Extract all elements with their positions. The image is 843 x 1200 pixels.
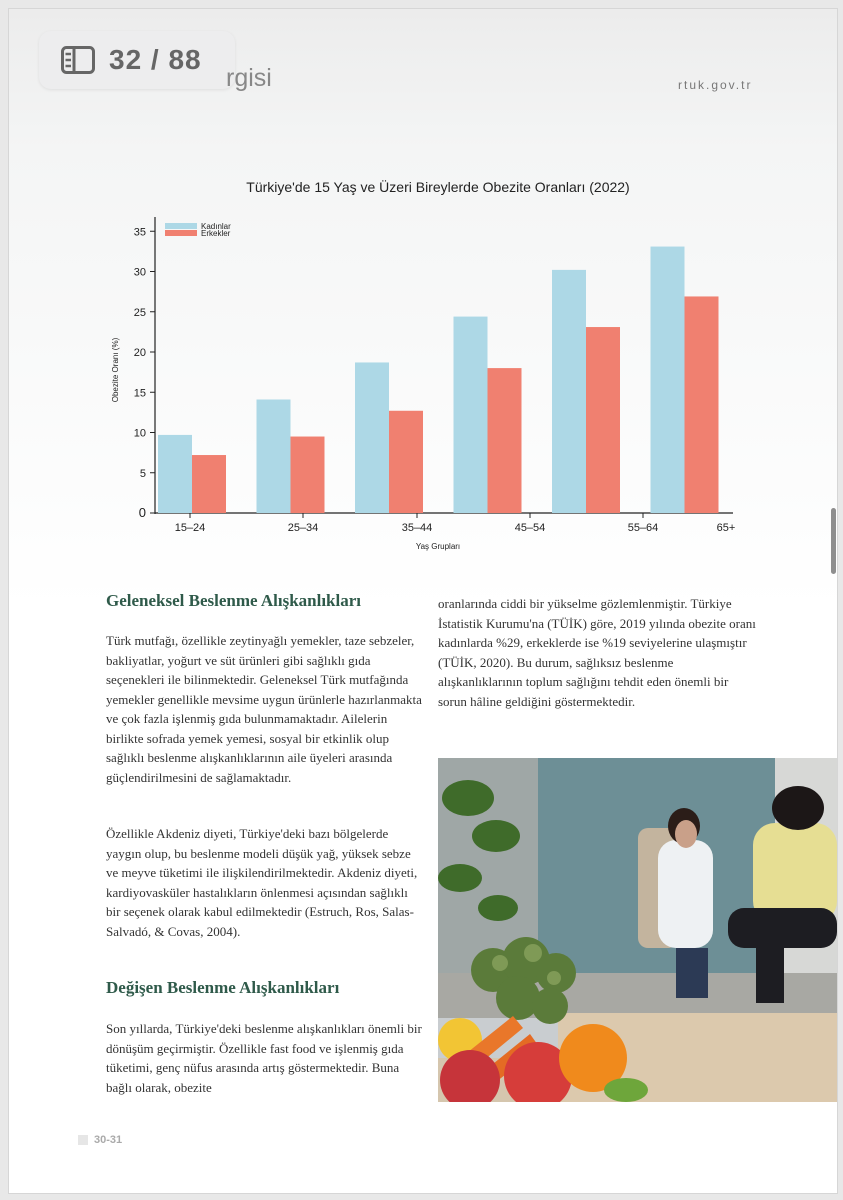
y-tick-label: 5 xyxy=(139,467,146,480)
y-tick-label: 10 xyxy=(133,427,146,440)
bar-erkekler-6 xyxy=(685,296,719,513)
bar-erkekler-5 xyxy=(586,327,620,513)
page-indicator-text: 32 / 88 xyxy=(109,44,202,75)
clinic-photo xyxy=(438,758,837,1102)
paragraph-traditional-1: Türk mutfağı, özellikle zeytinyağlı yemekler, taze sebzeler, bakliyatlar, yoğurt ve süt ürünleri gibi sağlıklı gıda seçenekleri ile bilinmektedir. Geleneksel Türk mutfağında yemekler genellikle mevsime uygun ürünlerle hazırlanmakta ve çok fazla işlenmiş gıda bulunmamaktadır. Ailelerin birlikte sofrada yemek yemesi, sosyal bir etkinlik olup sağlıklı beslenme alışkanlıklarının aile üyeleri arasında güçlendirilmesini de sağlamaktadır. xyxy=(106,633,422,785)
y-tick-label: 30 xyxy=(133,266,146,279)
legend-label-kadinlar: Kadınlar xyxy=(201,222,231,231)
x-tick-label: 45–54 xyxy=(514,522,546,534)
bar-erkekler-3 xyxy=(389,411,423,513)
bar-kadınlar-3 xyxy=(355,362,389,513)
y-axis-label: Obezite Oranı (%) xyxy=(111,337,120,403)
chart-title: Türkiye'de 15 Yaş ve Üzeri Bireylerde Obezite Oranları (2022) xyxy=(246,179,630,195)
y-tick-label: 25 xyxy=(133,306,146,319)
bar-kadınlar-5 xyxy=(552,270,586,513)
y-tick-label: 35 xyxy=(133,226,146,239)
paragraph-obesity-stats: oranlarında ciddi bir yükselme gözlemlenmiştir. Türkiye İstatistik Kurumu'na (TÜİK) göre, 2019 yılında obezite oranı kadınlarda %29, erkeklerde ise %19 seviyelerine ulaşmıştır (TÜİK, 2020). Bu durum, sağlıksız beslenme alışkanlıklarının toplum sağlığını tehdit eden önemli bir sorun hâline geldiğini göstermektedir. xyxy=(438,596,756,709)
site-url[interactable]: rtuk.gov.tr xyxy=(678,78,753,92)
x-tick-label: 55–64 xyxy=(627,522,659,534)
paragraph-traditional-2: Özellikle Akdeniz diyeti, Türkiye'deki bazı bölgelerde yaygın olup, bu beslenme modeli düşük yağ, yüksek sebze ve meyve tüketimi ile ilişkilendirilmektedir. Akdeniz diyeti, kardiyovasküler hastalıkların önlenmesi açısından sağlıklı bir seçenek olarak kabul edilmektedir (Estruch, Ros, Salas-Salvadó, & Covas, 2004). xyxy=(106,826,418,939)
bar-kadınlar-6 xyxy=(651,247,685,513)
y-tick-label: 20 xyxy=(133,347,146,359)
y-tick-label: 15 xyxy=(133,387,146,400)
bar-kadınlar-1 xyxy=(158,435,192,513)
bar-erkekler-2 xyxy=(291,437,325,513)
bar-erkekler-4 xyxy=(488,368,522,513)
section-heading-changing: Değişen Beslenme Alışkanlıkları xyxy=(106,978,340,997)
x-tick-label: 35–44 xyxy=(401,522,433,534)
bar-erkekler-1 xyxy=(192,455,226,513)
scrollbar[interactable] xyxy=(831,508,836,574)
legend-swatch-kadinlar xyxy=(165,223,197,229)
x-tick-label: 15–24 xyxy=(174,522,206,534)
paragraph-changing: Son yıllarda, Türkiye'deki beslenme alışkanlıkları önemli bir dönüşüm geçirmiştir. Özellikle fast food ve işlenmiş gıda tüketimi, genç nüfus arasında artış göstermektedir. Buna bağlı olarak, obezite xyxy=(106,1021,422,1095)
x-tick-label: 65+ xyxy=(716,522,736,534)
y-tick-label: 0 xyxy=(138,505,146,520)
section-heading-traditional: Geleneksel Beslenme Alışkanlıkları xyxy=(106,591,362,610)
page-number xyxy=(78,1134,122,1146)
bar-kadınlar-2 xyxy=(257,399,291,513)
page-number-marker xyxy=(78,1135,88,1145)
x-axis-label: Yaş Grupları xyxy=(415,542,461,551)
bar-kadınlar-4 xyxy=(454,317,488,513)
legend-swatch-erkekler xyxy=(165,230,197,236)
x-tick-label: 25–34 xyxy=(287,522,319,534)
legend-label-erkekler: Erkekler xyxy=(201,229,231,238)
magazine-title: rgisi xyxy=(226,64,272,92)
page-number-text: 30-31 xyxy=(94,1134,123,1146)
